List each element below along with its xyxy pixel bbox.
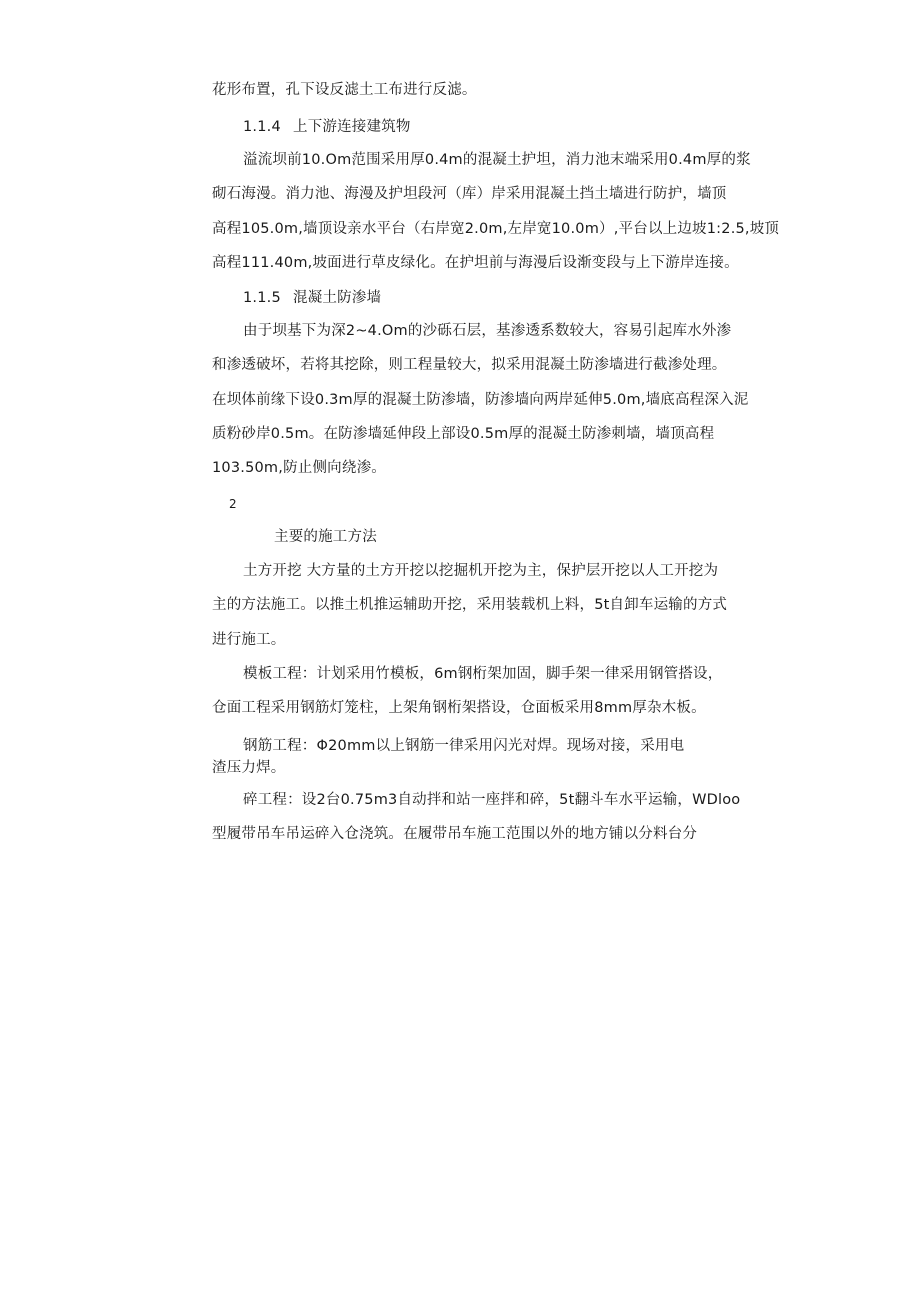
section-title: 主要的施工方法 — [274, 529, 377, 545]
paragraph-line: 主的方法施工。以推土机推运辅助开挖，采用装载机上料，5t自卸车运输的方式 — [212, 597, 728, 613]
heading-number: 1.1.5 — [243, 290, 281, 306]
paragraph-line: 质粉砂岸0.5m。在防渗墙延伸段上部设0.5m厚的混凝土防渗刺墙，墙顶高程 — [212, 426, 715, 442]
paragraph-line: 和渗透破坏，若将其挖除，则工程量较大，拟采用混凝土防渗墙进行截渗处理。 — [212, 357, 727, 373]
paragraph-line: 103.50m,防止侧向绕渗。 — [212, 460, 386, 476]
section-number: 2 — [229, 497, 237, 511]
paragraph-line: 高程105.0m,墙顶设亲水平台（右岸宽2.0m,左岸宽10.0m）,平台以上边坡1:2.5,坡顶 — [212, 221, 780, 237]
heading-1-1-4 — [243, 117, 411, 137]
paragraph-line: 模板工程：计划采用竹模板，6m钢桁架加固，脚手架一律采用钢管搭设， — [243, 666, 723, 682]
paragraph-line: 碎工程：设2台0.75m3自动拌和站一座拌和碎，5t翻斗车水平运输，WDloo — [243, 792, 741, 808]
paragraph-line: 渣压力焊。 — [212, 760, 286, 776]
paragraph-line: 溢流坝前10.Om范围采用厚0.4m的混凝土护坦，消力池末端采用0.4m厚的浆 — [243, 152, 751, 168]
paragraph-line: 型履带吊车吊运碎入仓浇筑。在履带吊车施工范围以外的地方铺以分料台分 — [212, 826, 698, 842]
paragraph-line: 砌石海漫。消力池、海漫及护坦段河（库）岸采用混凝土挡土墙进行防护，墙顶 — [212, 186, 727, 202]
paragraph-line: 土方开挖 大方量的土方开挖以挖掘机开挖为主，保护层开挖以人工开挖为 — [243, 563, 719, 579]
paragraph-line: 进行施工。 — [212, 632, 286, 648]
paragraph-line: 高程111.40m,坡面进行草皮绿化。在护坦前与海漫后设渐变段与上下游岸连接。 — [212, 255, 739, 271]
heading-1-1-5 — [243, 288, 381, 308]
paragraph-line: 由于坝基下为深2~4.Om的沙砾石层，基渗透系数较大，容易引起库水外渗 — [243, 323, 732, 339]
paragraph-line: 花形布置，孔下设反滤土工布进行反滤。 — [212, 82, 477, 98]
paragraph-line: 仓面工程采用钢筋灯笼柱，上架角钢桁架搭设，仓面板采用8mm厚杂木板。 — [212, 700, 706, 716]
heading-number: 1.1.4 — [243, 119, 281, 135]
heading-title: 上下游连接建筑物 — [293, 119, 411, 135]
paragraph-line: 在坝体前缘下设0.3m厚的混凝土防渗墙，防渗墙向两岸延伸5.0m,墙底高程深入泥 — [212, 392, 749, 408]
paragraph-line: 钢筋工程：Φ20mm以上钢筋一律采用闪光对焊。现场对接，采用电 — [243, 738, 685, 754]
heading-title: 混凝土防渗墙 — [293, 290, 382, 306]
